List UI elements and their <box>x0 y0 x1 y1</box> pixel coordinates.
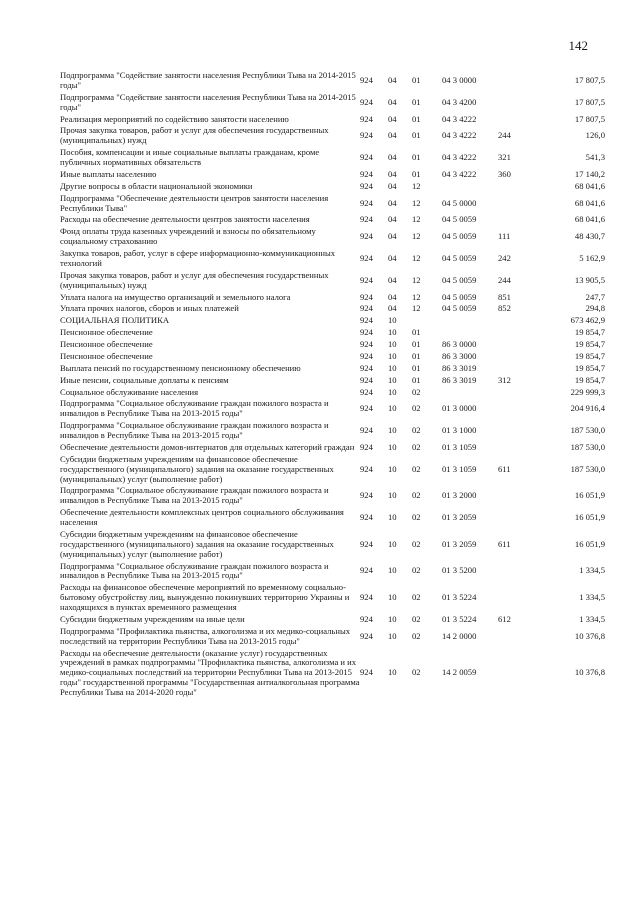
expense-type-code: 244 <box>498 274 511 285</box>
amount: 19 854,7 <box>574 339 605 349</box>
department-code: 924 <box>360 152 373 163</box>
table-row <box>60 561 605 583</box>
department-code: 924 <box>360 350 373 361</box>
item-name: Пособия, компенсации и иные социальные выплаты гражданам, кроме публичных нормативных обязательств <box>60 147 320 167</box>
department-code: 924 <box>360 441 373 452</box>
target-article-code: 01 3 0000 <box>442 403 477 414</box>
item-name: Пенсионное обеспечение <box>60 339 153 349</box>
department-code: 924 <box>360 667 373 678</box>
amount: 19 854,7 <box>574 327 605 338</box>
section-code: 10 <box>388 339 397 349</box>
target-article-code: 86 3 3019 <box>442 374 477 385</box>
section-code: 04 <box>388 74 397 85</box>
amount: 541,3 <box>585 152 605 163</box>
item-name: Выплата пенсий по государственному пенсионному обеспечению <box>60 362 301 373</box>
target-article-code: 01 3 5224 <box>442 613 477 624</box>
department-code: 924 <box>360 168 373 179</box>
table-row <box>60 315 605 327</box>
item-name: Уплата прочих налогов, сборов и иных платежей <box>60 303 239 314</box>
target-article-code: 01 3 5224 <box>442 592 477 603</box>
department-code: 924 <box>360 538 373 549</box>
expense-type-code <box>498 398 530 420</box>
target-article-code: 01 3 1000 <box>442 425 477 436</box>
subsection-code: 01 <box>412 168 421 179</box>
amount: 1 334,5 <box>579 565 605 576</box>
subsection-code: 01 <box>412 350 421 361</box>
subsection-code: 01 <box>412 362 421 373</box>
expense-type-code: 111 <box>498 231 511 242</box>
budget-table <box>60 70 605 699</box>
amount: 17 140,2 <box>574 168 605 179</box>
subsection-code: 01 <box>412 152 421 163</box>
subsection-code: 12 <box>412 214 421 225</box>
section-code: 10 <box>388 374 397 385</box>
expense-type-code: 242 <box>498 252 511 263</box>
amount: 5 162,9 <box>579 252 605 263</box>
section-code: 04 <box>388 214 397 225</box>
section-code: 10 <box>388 386 397 397</box>
target-article-code: 04 5 0059 <box>442 291 477 302</box>
department-code: 924 <box>360 339 373 349</box>
target-article-code: 01 3 1059 <box>442 441 477 452</box>
department-code: 924 <box>360 425 373 436</box>
item-name: Пенсионное обеспечение <box>60 327 153 338</box>
department-code: 924 <box>360 592 373 603</box>
subsection-code: 12 <box>412 274 421 285</box>
subsection-code: 01 <box>412 339 421 349</box>
section-code: 04 <box>388 274 397 285</box>
item-name: Социальное обслуживание населения <box>60 386 199 397</box>
subsection-code: 02 <box>412 512 421 523</box>
amount: 1 334,5 <box>579 613 605 624</box>
department-code: 924 <box>360 231 373 242</box>
item-name: Подпрограмма "Содействие занятости населения Республики Тыва на 2014-2015 годы" <box>60 70 356 90</box>
item-name: Подпрограмма "Социальное обслуживание граждан пожилого возраста и инвалидов в Республике Тыва на 2013-2015 годы" <box>60 485 329 506</box>
table-row <box>60 485 605 507</box>
item-name: Подпрограмма "Социальное обслуживание граждан пожилого возраста и инвалидов в Республике Тыва на 2013-2015 годы" <box>60 398 329 419</box>
section-code: 10 <box>388 403 397 414</box>
expense-type-code <box>498 626 530 648</box>
table-row <box>60 226 605 248</box>
expense-type-code <box>498 442 530 454</box>
subsection-code: 12 <box>412 197 421 208</box>
table-row <box>60 375 605 387</box>
subsection-code: 02 <box>412 463 421 474</box>
department-code: 924 <box>360 512 373 523</box>
budget-table-body <box>60 70 605 699</box>
table-row <box>60 529 605 561</box>
subsection-code <box>412 315 442 327</box>
section-code: 10 <box>388 327 397 338</box>
amount: 204 916,4 <box>570 403 605 414</box>
amount: 16 051,9 <box>574 490 605 501</box>
target-article-code <box>442 387 498 399</box>
target-article-code: 01 3 5200 <box>442 565 477 576</box>
table-row <box>60 351 605 363</box>
table-row <box>60 303 605 315</box>
department-code: 924 <box>360 613 373 624</box>
item-name: СОЦИАЛЬНАЯ ПОЛИТИКА <box>60 315 170 326</box>
item-name: Подпрограмма "Содействие занятости населения Республики Тыва на 2014-2015 годы" <box>60 91 356 112</box>
section-code: 04 <box>388 180 397 191</box>
section-code: 10 <box>388 463 397 474</box>
table-row <box>60 181 605 193</box>
item-name: Обеспечение деятельности комплексных центров социального обслуживания населения <box>60 507 344 527</box>
expense-type-code <box>498 92 530 114</box>
subsection-code: 02 <box>412 565 421 576</box>
item-name: Фонд оплаты труда казенных учреждений и взносы по обязательному социальному страхованию <box>60 226 316 247</box>
table-row <box>60 92 605 114</box>
section-code: 04 <box>388 113 397 124</box>
item-name: Субсидии бюджетным учреждениям на иные цели <box>60 613 245 624</box>
department-code: 924 <box>360 403 373 414</box>
amount: 19 854,7 <box>574 350 605 361</box>
department-code: 924 <box>360 74 373 85</box>
table-row <box>60 70 605 92</box>
item-name: Подпрограмма "Обеспечение деятельности центров занятости населения Республики Тыва" <box>60 192 329 213</box>
item-name: Уплата налога на имущество организаций и земельного налога <box>60 291 291 302</box>
expense-type-code <box>498 507 530 529</box>
target-article-code: 01 3 2000 <box>442 490 477 501</box>
amount: 10 376,8 <box>574 630 605 641</box>
amount: 17 807,5 <box>574 113 605 124</box>
item-name: Другие вопросы в области национальной экономики <box>60 180 253 191</box>
item-name: Иные пенсии, социальные доплаты к пенсиям <box>60 374 229 385</box>
table-row <box>60 292 605 304</box>
section-code: 10 <box>388 425 397 436</box>
department-code: 924 <box>360 197 373 208</box>
subsection-code: 01 <box>412 327 421 338</box>
subsection-code: 02 <box>412 613 421 624</box>
department-code: 924 <box>360 214 373 225</box>
target-article-code: 86 3 3019 <box>442 362 477 373</box>
department-code: 924 <box>360 303 373 314</box>
target-article-code: 04 5 0059 <box>442 231 477 242</box>
amount: 19 854,7 <box>574 374 605 385</box>
subsection-code: 01 <box>412 74 421 85</box>
table-row <box>60 420 605 442</box>
expense-type-code: 360 <box>498 168 511 179</box>
target-article-code: 04 3 4222 <box>442 168 477 179</box>
subsection-code: 12 <box>412 291 421 302</box>
expense-type-code: 851 <box>498 291 511 302</box>
expense-type-code <box>498 214 530 226</box>
target-article-code: 04 5 0059 <box>442 214 477 225</box>
page-number: 142 <box>568 38 588 53</box>
item-name: Иные выплаты населению <box>60 168 157 179</box>
department-code: 924 <box>360 463 373 474</box>
department-code: 924 <box>360 315 373 326</box>
department-code: 924 <box>360 630 373 641</box>
section-code: 04 <box>388 168 397 179</box>
target-article-code <box>442 181 498 193</box>
table-row <box>60 454 605 486</box>
section-code: 04 <box>388 231 397 242</box>
table-row <box>60 507 605 529</box>
section-code: 04 <box>388 303 397 314</box>
table-row <box>60 442 605 454</box>
item-name: Закупка товаров, работ, услуг в сфере информационно-коммуникационных технологий <box>60 248 336 268</box>
department-code: 924 <box>360 374 373 385</box>
target-article-code: 01 3 2059 <box>442 512 477 523</box>
section-code: 04 <box>388 96 397 107</box>
subsection-code: 12 <box>412 303 421 314</box>
expense-type-code <box>498 387 530 399</box>
target-article-code: 04 3 0000 <box>442 74 477 85</box>
target-article-code: 04 3 4222 <box>442 152 477 163</box>
expense-type-code <box>498 648 530 699</box>
section-code: 10 <box>388 667 397 678</box>
expense-type-code <box>498 339 530 351</box>
subsection-code: 02 <box>412 403 421 414</box>
expense-type-code <box>498 363 530 375</box>
target-article-code: 04 3 4222 <box>442 130 477 141</box>
target-article-code: 14 2 0059 <box>442 667 477 678</box>
department-code: 924 <box>360 252 373 263</box>
section-code: 10 <box>388 630 397 641</box>
department-code: 924 <box>360 180 373 191</box>
amount: 10 376,8 <box>574 667 605 678</box>
item-name: Расходы на обеспечение деятельности центров занятости населения <box>60 214 310 225</box>
section-code: 10 <box>388 512 397 523</box>
item-name: Обеспечение деятельности домов-интернатов для отдельных категорий граждан <box>60 441 355 452</box>
amount: 16 051,9 <box>574 538 605 549</box>
section-code: 04 <box>388 252 397 263</box>
table-row <box>60 363 605 375</box>
amount: 229 999,3 <box>570 386 605 397</box>
expense-type-code: 611 <box>498 463 511 474</box>
expense-type-code <box>498 420 530 442</box>
subsection-code: 02 <box>412 490 421 501</box>
subsection-code: 01 <box>412 113 421 124</box>
amount: 187 530,0 <box>570 441 605 452</box>
subsection-code: 02 <box>412 538 421 549</box>
department-code: 924 <box>360 113 373 124</box>
table-row <box>60 398 605 420</box>
target-article-code: 04 5 0000 <box>442 197 477 208</box>
expense-type-code <box>498 561 530 583</box>
item-name: Субсидии бюджетным учреждениям на финансовое обеспечение государственного (муниципального) задания на оказание государственных (муниципальных) услуг (выполнение работ) <box>60 528 334 559</box>
expense-type-code <box>498 582 530 614</box>
table-row <box>60 327 605 339</box>
target-article-code: 01 3 2059 <box>442 538 477 549</box>
subsection-code: 02 <box>412 386 421 397</box>
section-code: 04 <box>388 130 397 141</box>
target-article-code <box>442 327 498 339</box>
amount: 294,8 <box>585 303 605 314</box>
subsection-code: 12 <box>412 252 421 263</box>
amount: 187 530,0 <box>570 463 605 474</box>
table-row <box>60 114 605 126</box>
item-name: Прочая закупка товаров, работ и услуг для обеспечения государственных (муниципальных) нужд <box>60 269 329 290</box>
item-name: Реализация мероприятий по содействию занятости населению <box>60 113 289 124</box>
expense-type-code <box>498 181 530 193</box>
department-code: 924 <box>360 490 373 501</box>
table-row <box>60 270 605 292</box>
department-code: 924 <box>360 291 373 302</box>
target-article-code: 04 5 0059 <box>442 303 477 314</box>
target-article-code: 86 3 3000 <box>442 350 477 361</box>
target-article-code: 14 2 0000 <box>442 630 477 641</box>
subsection-code: 02 <box>412 441 421 452</box>
section-code: 10 <box>388 350 397 361</box>
expense-type-code: 312 <box>498 374 511 385</box>
amount: 68 041,6 <box>574 180 605 191</box>
target-article-code: 04 5 0059 <box>442 252 477 263</box>
amount: 68 041,6 <box>574 197 605 208</box>
section-code: 10 <box>388 362 397 373</box>
expense-type-code <box>498 327 530 339</box>
table-row <box>60 214 605 226</box>
table-row <box>60 339 605 351</box>
item-name: Расходы на финансовое обеспечение мероприятий по временному социально-бытовому обустройству лиц, вынужденно покинувших территорию Украины и находящихся в пунктах временного размещения <box>60 582 350 612</box>
section-code: 10 <box>388 592 397 603</box>
target-article-code: 04 3 4222 <box>442 113 477 124</box>
amount: 126,0 <box>585 130 605 141</box>
table-row <box>60 147 605 169</box>
amount: 19 854,7 <box>574 362 605 373</box>
target-article-code: 86 3 0000 <box>442 339 477 349</box>
amount: 17 807,5 <box>574 96 605 107</box>
amount: 1 334,5 <box>579 592 605 603</box>
department-code: 924 <box>360 386 373 397</box>
item-name: Подпрограмма "Профилактика пьянства, алкоголизма и их медико-социальных последствий на территории Республики Тыва на 2013-2015 годы" <box>60 625 351 646</box>
expense-type-code: 852 <box>498 303 511 314</box>
department-code: 924 <box>360 327 373 338</box>
item-name: Расходы на обеспечение деятельности (оказание услуг) государственных учреждений в рамках подпрограммы "Профилактика пьянства, алкоголизма и их медико-социальных последствий на территории Республики Тыва на 2013-2015 годы" государственной программы "Государственная антиалкогольная программа Республики Тыва на 2014-2020 годы" <box>60 647 360 697</box>
expense-type-code <box>498 114 530 126</box>
table-row <box>60 614 605 626</box>
subsection-code: 02 <box>412 630 421 641</box>
item-name: Прочая закупка товаров, работ и услуг для обеспечения государственных (муниципальных) нужд <box>60 125 329 146</box>
subsection-code: 12 <box>412 231 421 242</box>
subsection-code: 02 <box>412 592 421 603</box>
subsection-code: 01 <box>412 96 421 107</box>
amount: 247,7 <box>585 291 605 302</box>
amount: 187 530,0 <box>570 425 605 436</box>
amount: 16 051,9 <box>574 512 605 523</box>
section-code: 10 <box>388 613 397 624</box>
section-code: 04 <box>388 152 397 163</box>
expense-type-code <box>498 315 530 327</box>
subsection-code: 12 <box>412 180 421 191</box>
table-row <box>60 648 605 699</box>
department-code: 924 <box>360 565 373 576</box>
expense-type-code: 611 <box>498 538 511 549</box>
subsection-code: 01 <box>412 374 421 385</box>
section-code: 04 <box>388 291 397 302</box>
section-code: 04 <box>388 197 397 208</box>
table-row <box>60 582 605 614</box>
subsection-code: 02 <box>412 667 421 678</box>
department-code: 924 <box>360 130 373 141</box>
section-code: 10 <box>388 538 397 549</box>
amount: 13 905,5 <box>574 274 605 285</box>
table-row <box>60 387 605 399</box>
expense-type-code <box>498 193 530 215</box>
amount: 48 430,7 <box>574 231 605 242</box>
amount: 673 462,9 <box>570 315 605 326</box>
table-row <box>60 248 605 270</box>
section-code: 10 <box>388 315 397 326</box>
expense-type-code <box>498 351 530 363</box>
item-name: Субсидии бюджетным учреждениям на финансовое обеспечение государственного (муниципального) задания на оказание государственных (муниципальных) услуг (выполнение работ) <box>60 453 334 484</box>
section-code: 10 <box>388 490 397 501</box>
table-row <box>60 169 605 181</box>
target-article-code: 04 3 4200 <box>442 96 477 107</box>
table-row <box>60 125 605 147</box>
subsection-code: 01 <box>412 130 421 141</box>
department-code: 924 <box>360 274 373 285</box>
expense-type-code: 321 <box>498 152 511 163</box>
section-code: 10 <box>388 565 397 576</box>
target-article-code: 04 5 0059 <box>442 274 477 285</box>
section-code: 10 <box>388 441 397 452</box>
department-code: 924 <box>360 362 373 373</box>
expense-type-code <box>498 70 530 92</box>
item-name: Подпрограмма "Социальное обслуживание граждан пожилого возраста и инвалидов в Республике Тыва на 2013-2015 годы" <box>60 560 329 581</box>
target-article-code <box>442 315 498 327</box>
target-article-code: 01 3 1059 <box>442 463 477 474</box>
table-row <box>60 193 605 215</box>
item-name: Подпрограмма "Социальное обслуживание граждан пожилого возраста и инвалидов в Республике Тыва на 2013-2015 годы" <box>60 420 329 440</box>
table-row <box>60 626 605 648</box>
amount: 17 807,5 <box>574 74 605 85</box>
amount: 68 041,6 <box>574 214 605 225</box>
expense-type-code <box>498 485 530 507</box>
expense-type-code: 612 <box>498 613 511 624</box>
department-code: 924 <box>360 96 373 107</box>
subsection-code: 02 <box>412 425 421 436</box>
expense-type-code: 244 <box>498 130 511 141</box>
item-name: Пенсионное обеспечение <box>60 350 153 361</box>
